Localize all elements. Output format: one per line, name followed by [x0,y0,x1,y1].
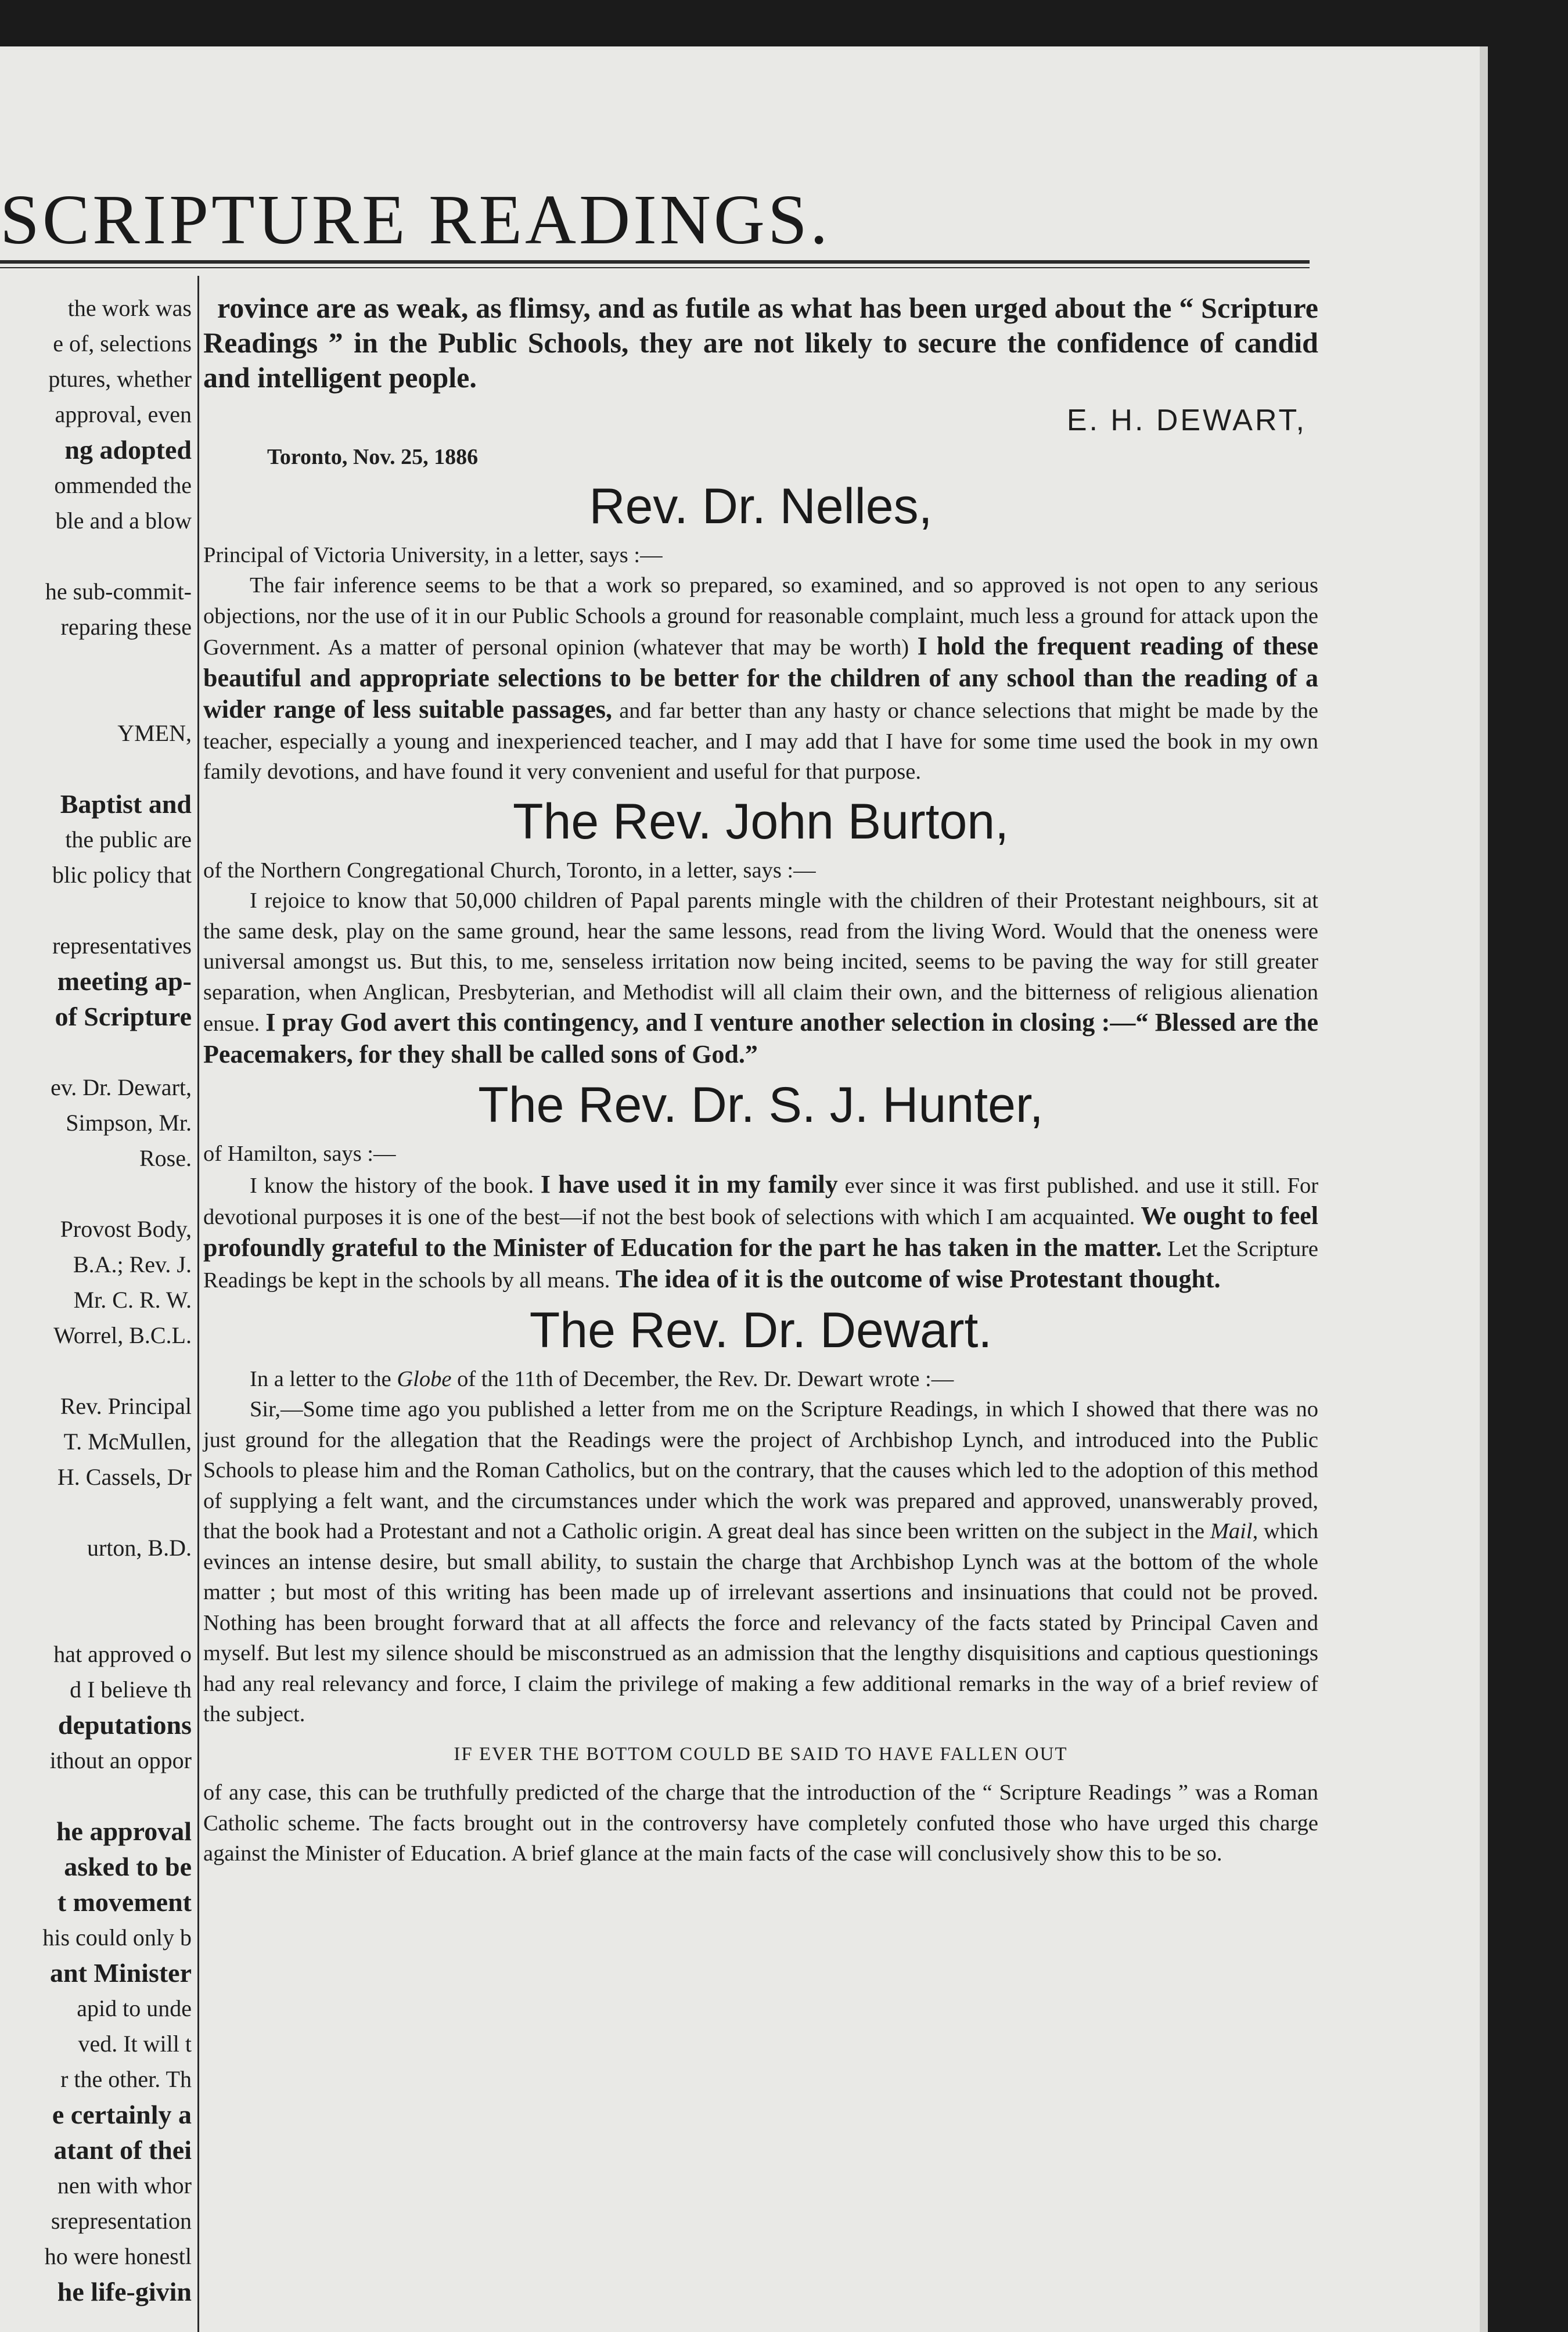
left-column-line: Baptist and [60,789,192,819]
left-column-line: blic policy that [52,862,192,888]
section-heading-nelles: Rev. Dr. Nelles, [589,478,933,534]
left-column-line: Worrel, B.C.L. [53,1322,192,1348]
left-column-line: ved. It will t [78,2031,192,2057]
left-column-line: urton, B.D. [87,1535,192,1561]
left-column-line: of Scripture [55,1002,192,1031]
left-column-line: B.A.; Rev. J. [73,1251,192,1277]
left-column-line: Provost Body, [60,1216,192,1242]
left-column-line: Rev. Principal [60,1393,192,1419]
left-column-line: the public are [65,826,192,852]
headline-rule-bottom [0,267,1310,268]
left-column-line: he approval [56,1816,192,1846]
section-heading-hunter: The Rev. Dr. S. J. Hunter, [478,1077,1044,1133]
left-column-line: nen with whor [57,2172,192,2198]
nelles-intro: Principal of Victoria University, in a letter, says :— [203,542,663,567]
left-column-line [0,893,192,928]
left-column-line: H. Cassels, Dr [57,1464,192,1490]
left-column-line: r the other. Th [60,2066,192,2092]
burton-intro: of the Northern Congregational Church, Toronto, in a letter, says :— [203,858,816,883]
dewart-intro: In a letter to the Globe of the 11th of December, the Rev. Dr. Dewart wrote :— [250,1366,954,1391]
hunter-body: I know the history of the book. I have used it in my family ever since it was first published. and use it still. For devotional purposes it is one of the best—if not the best book of selections with which I am acquainted. We ought to feel profoundly grateful to the Minister of Education for the part he has taken in the matter. Let the Scripture Readings be kept in the schools by all means. The idea of it is the outcome of wise Protestant thought. [203,1169,1319,1294]
left-column-line: he life-givin [57,2277,192,2306]
page-edge [1480,46,1488,2332]
dewart-body: Sir,—Some time ago you published a letter from me on the Scripture Readings, in which I showed that there was no just ground for the allegation that the Readings were the project of Archbishop Lynch, and introduced into the Public Schools to please him and the Roman Catholics, but on the contrary, that the causes which led to the adoption of this method of supplying a felt want, and the circumstances under which the work was prepared and approved, unanswerably proved, that the book had a Protestant and not a Catholic origin. A great deal has since been written on the subject in the Mail, which evinces an intense desire, but small ability, to sustain the charge that Archbishop Lynch was at the bottom of the whole matter ; but most of this writing has been made up of irrelevant assertions and insinuations that could not be proved. Nothing has been brought forward that at all affects the force and relevancy of the facts stated by Principal Caven and myself. But lest my silence should be misconstrued as an admission that the lengthy disquisitions and captious questionings had any real relevancy and force, I claim the privilege of making a few additional remarks in the way of a brief review of the subject. [203,1397,1318,1727]
left-column-line: ant Minister [49,1958,192,1988]
left-column-fragments [0,290,192,2309]
headline-rule-top [0,260,1310,264]
left-column-line: ommended the [54,472,192,498]
left-column-line: reparing these [60,614,192,640]
intro-lead-paragraph: rovince are as weak, as flimsy, and as futile as what has been urged about the “ Scripture Readings ” in the Public Schools, they are not likely to secure the confidence of candid and intelligent people. [203,292,1318,394]
left-column-line: Simpson, Mr. [66,1110,192,1136]
left-column-line: ng adopted [64,435,192,465]
left-column-line [0,1601,192,1636]
main-column [203,290,1318,1869]
left-column-line [0,680,192,715]
nelles-body: The fair inference seems to be that a work so prepared, so examined, and so approved is not open to any serious objections, nor the use of it in our Public Schools a ground for reasonable complaint, much less a ground for attack upon the Government. As a matter of personal opinion (whatever that may be worth) I hold the frequent reading of these beautiful and appropriate selections to be better for the children of any school than the reading of a wider range of less suitable passages, and far better than any hasty or chance selections that might be made by the teacher, especially a young and inexperienced teacher, and I may add that I have for some time used the book in my own family devotions, and have found it very convenient and useful for that purpose. [203,573,1318,784]
left-column-line: t movement [57,1887,192,1917]
left-column-line: e of, selections [53,330,192,357]
left-column-line [0,1495,192,1530]
section-heading-burton: The Rev. John Burton, [512,793,1009,850]
left-column-line [0,538,192,574]
left-column-line: YMEN, [117,720,192,746]
left-column-line: srepresentation [51,2208,192,2234]
burton-body: I rejoice to know that 50,000 children of Papal parents mingle with the children of their Protestant neighbours, sit at the same desk, play on the same ground, hear the same lessons, read from the living Word. Would that the oneness were universal amongst us. But this, to me, senseless irritation now being incited, seems to be paving the way for still greater separation, when Anglican, Presbyterian, and Methodist will all claim their own, and the bitterness of religious alienation ensue. I pray God avert this contingency, and I venture another selection in closing :—“ Blessed are the Peacemakers, for they shall be called sons of God.” [203,888,1318,1068]
left-column-line [0,1034,192,1070]
left-column-line: apid to unde [77,1995,192,2021]
column-divider [197,276,199,2332]
left-column-line: ev. Dr. Dewart, [51,1074,192,1100]
left-column-line [0,645,192,680]
left-column-line: approval, even [55,401,192,427]
dewart-continuation: of any case, this can be truthfully predicted of the charge that the introduction of the “ Scripture Readings ” was a Roman Catholic scheme. The facts brought out in the controversy have completely confuted those who have urged this charge against the Minister of Education. A brief glance at the main facts of the case will conclusively show this to be so. [203,1780,1318,1866]
left-column-line: meeting ap- [57,966,192,996]
left-column-line: ptures, whether [48,366,192,392]
left-column-line: deputations [57,1710,192,1740]
left-column-line: T. McMullen, [63,1428,192,1455]
left-column-line: ithout an oppor [49,1747,192,1773]
left-column-line: he sub-commit- [45,578,192,604]
left-column-line [0,1353,192,1388]
left-column-line: ble and a blow [55,508,192,534]
left-column-line [0,1566,192,1601]
page-headline: SCRIPTURE READINGS. [0,181,831,259]
place-date: Toronto, Nov. 25, 1886 [267,444,479,469]
left-column-line: ho were honestl [44,2243,192,2269]
left-column-line: Rose. [139,1145,192,1171]
left-column-line: Mr. C. R. W. [73,1287,192,1313]
left-column-line: e certainly a [52,2100,192,2129]
section-heading-dewart: The Rev. Dr. Dewart. [529,1302,992,1358]
left-column-line: d I believe th [70,1676,192,1703]
left-column-line: representatives [52,933,192,959]
left-column-line: hat approved o [53,1641,192,1667]
left-column-line [0,751,192,786]
hunter-intro: of Hamilton, says :— [203,1142,396,1167]
left-column-line: atant of thei [53,2135,192,2165]
left-column-line [0,1176,192,1211]
signature: E. H. DEWART, [1066,404,1307,437]
dewart-subhead: IF EVER THE BOTTOM COULD BE SAID TO HAVE FALLEN OUT [454,1743,1068,1765]
left-column-line [0,1778,192,1813]
left-column-line: his could only b [42,1924,192,1950]
left-column-line: the work was [67,295,192,321]
left-column-line: asked to be [64,1852,192,1881]
